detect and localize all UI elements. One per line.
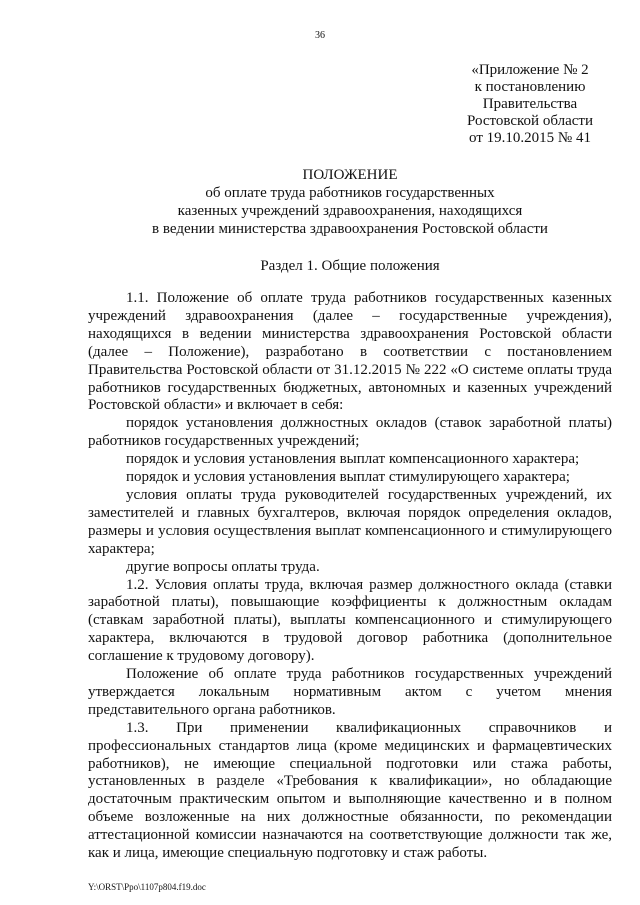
paragraph: условия оплаты труда руководителей государственных учреждений, их заместителей и главных бухгалтеров, включая порядок определения окладов, размеры и условия осуществления выплат компенсационного и стимулирующего характера; xyxy=(88,486,612,557)
paragraph: Положение об оплате труда работников государственных учреждений утверждается локальным нормативным актом с учетом мнения представительного органа работников. xyxy=(88,666,612,718)
appendix-line: Ростовской области xyxy=(467,113,593,129)
title-heading: ПОЛОЖЕНИЕ xyxy=(302,167,398,183)
title-line: в ведении министерства здравоохранения Ростовской области xyxy=(152,221,548,237)
paragraph: порядок и условия установления выплат компенсационного характера; xyxy=(126,451,580,468)
appendix-line: к постановлению xyxy=(474,79,586,95)
page-number: 36 xyxy=(315,30,325,41)
paragraph: 1.3. При применении квалификационных справочников и профессиональных стандартов лица (кроме медицинских и фармацевтических работников), не имеющие специальной подготовки или стажа работы, установленных в разделе «Требования к квалификации», но обладающие достаточным практическим опытом и выполняющие качественно и в полном объеме возложенные на них должностные обязанности, по рекомендации аттестационной комиссии назначаются на соответствующие должности так же, как и лица, имеющие специальную подготовку и стаж работы. xyxy=(88,719,612,862)
appendix-line: от 19.10.2015 № 41 xyxy=(469,130,591,146)
title-line: об оплате труда работников государственных xyxy=(205,185,495,201)
document-body xyxy=(88,290,612,863)
paragraph: 1.1. Положение об оплате труда работников государственных казенных учреждений здравоохранения (далее – государственные учреждения), находящихся в ведении министерства здравоохранения Ростовской области (далее – Положение), разработано в соответствии с постановлением Правительства Ростовской области от 31.12.2015 № 222 «О системе оплаты труда работников государственных бюджетных, автономных и казенных учреждений Ростовской области» и включает в себя: xyxy=(88,290,612,414)
appendix-line: «Приложение № 2 xyxy=(471,62,589,78)
document-title xyxy=(60,166,640,238)
section-title: Раздел 1. Общие положения xyxy=(260,258,440,274)
file-path-footer: Y:\ORST\Ppo\1107p804.f19.doc xyxy=(88,882,206,892)
appendix-line: Правительства xyxy=(482,96,578,112)
paragraph: порядок и условия установления выплат стимулирующего характера; xyxy=(126,469,570,486)
paragraph: 1.2. Условия оплаты труда, включая размер должностного оклада (ставки заработной платы), повышающие коэффициенты к должностным окладам (ставкам заработной платы), выплаты компенсационного и стимулирующего характера, включаются в трудовой договор работника (дополнительное соглашение к трудовому договору). xyxy=(88,576,612,665)
paragraph: порядок установления должностных окладов (ставок заработной платы) работников государственных учреждений; xyxy=(88,415,612,450)
title-line: казенных учреждений здравоохранения, находящихся xyxy=(177,203,523,219)
paragraph: другие вопросы оплаты труда. xyxy=(126,558,320,575)
appendix-block xyxy=(440,62,620,147)
